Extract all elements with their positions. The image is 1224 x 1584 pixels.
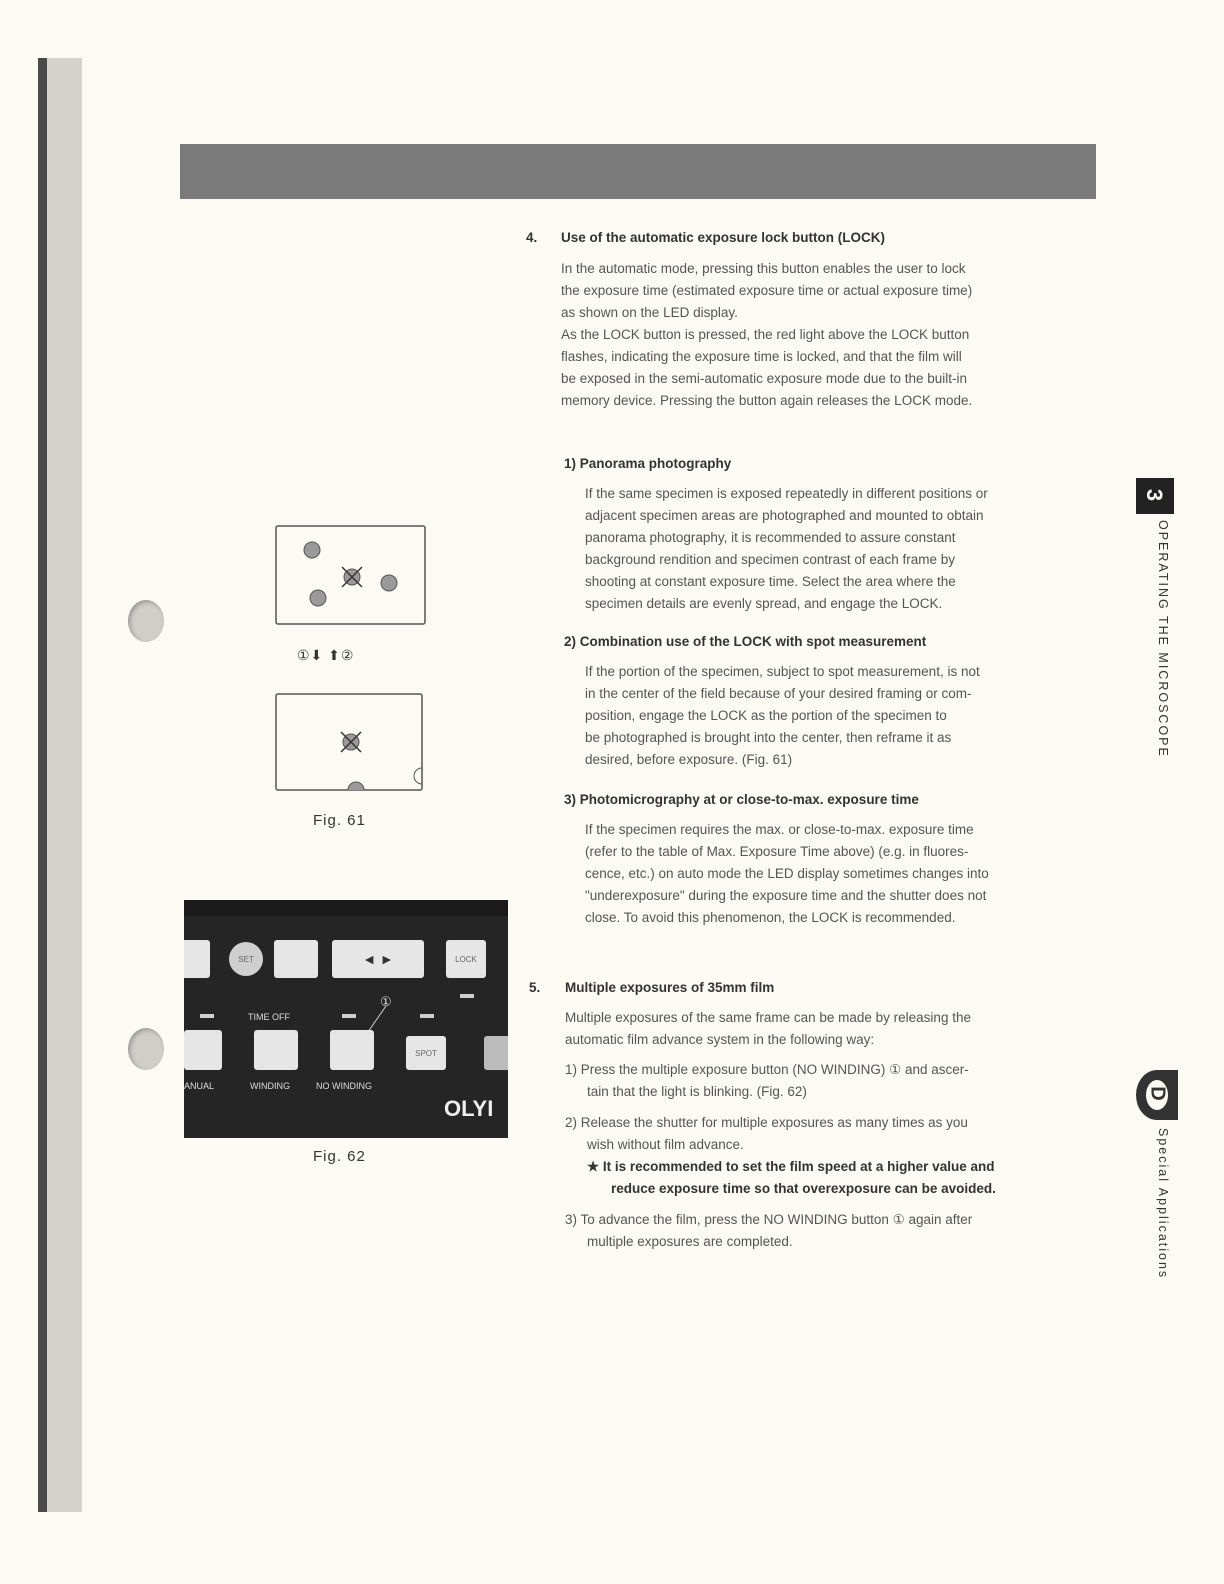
subsection-1-heading: 1) Panorama photography bbox=[564, 456, 732, 471]
text-line: tain that the light is blinking. (Fig. 62) bbox=[587, 1084, 807, 1099]
text-line: panorama photography, it is recommended to assure constant bbox=[585, 530, 956, 545]
subsection-2-heading: 2) Combination use of the LOCK with spot measurement bbox=[564, 634, 927, 649]
subsection-2-body bbox=[585, 661, 1105, 771]
text-line: If the portion of the specimen, subject to spot measurement, is not bbox=[585, 664, 980, 679]
section-5-intro bbox=[565, 1007, 1105, 1051]
punch-hole-upper bbox=[128, 600, 164, 642]
indicator-led bbox=[420, 1014, 434, 1018]
panel-button bbox=[274, 940, 318, 978]
brand-logo: OLYI bbox=[444, 1096, 494, 1121]
text-line: background rendition and specimen contrast of each frame by bbox=[585, 552, 955, 567]
chapter-number: 3 bbox=[1142, 488, 1168, 502]
text-line: the exposure time (estimated exposure time or actual exposure time) bbox=[561, 283, 973, 298]
text-line: 2) Release the shutter for multiple exposures as many times as you bbox=[565, 1115, 968, 1130]
binding-edge bbox=[38, 58, 47, 1512]
spot-button: SPOT bbox=[406, 1036, 446, 1070]
arrow-buttons: ◄ ► bbox=[332, 940, 424, 978]
header-bar bbox=[180, 144, 1096, 199]
lock-button: LOCK bbox=[446, 940, 486, 978]
section-5-heading: Multiple exposures of 35mm film bbox=[565, 980, 775, 995]
set-button: SET bbox=[229, 942, 263, 976]
text-line: close. To avoid this phenomenon, the LOCK is recommended. bbox=[585, 910, 956, 925]
step-1 bbox=[565, 1059, 1105, 1103]
panel-button bbox=[184, 940, 210, 978]
text-line: as shown on the LED display. bbox=[561, 305, 738, 320]
winding-button bbox=[254, 1030, 298, 1070]
text-line: "underexposure" during the exposure time and the shutter does not bbox=[585, 888, 987, 903]
text-line: shooting at constant exposure time. Select the area where the bbox=[585, 574, 956, 589]
crosshair-icon bbox=[341, 732, 361, 752]
text-line: memory device. Pressing the button again releases the LOCK mode. bbox=[561, 393, 973, 408]
fig-62-photo bbox=[184, 900, 508, 1138]
spot-circle bbox=[348, 782, 364, 790]
text-line: As the LOCK button is pressed, the red light above the LOCK button bbox=[561, 327, 970, 342]
text-line: In the automatic mode, pressing this button enables the user to lock bbox=[561, 261, 966, 276]
chapter-tab-3 bbox=[1136, 478, 1174, 514]
text-line: be exposed in the semi-automatic exposure mode due to the built-in bbox=[561, 371, 967, 386]
time-off-label: TIME OFF bbox=[248, 1012, 290, 1022]
text-line: If the same specimen is exposed repeatedly in different positions or bbox=[585, 486, 988, 501]
step-2 bbox=[565, 1112, 1105, 1156]
text-line: specimen details are evenly spread, and engage the LOCK. bbox=[585, 596, 943, 611]
text-line: be photographed is brought into the center, then reframe it as bbox=[585, 730, 952, 745]
text-line: in the center of the field because of your desired framing or com- bbox=[585, 686, 972, 701]
text-line: automatic film advance system in the following way: bbox=[565, 1032, 875, 1047]
punch-hole-lower bbox=[128, 1028, 164, 1070]
text-line: adjacent specimen areas are photographed and mounted to obtain bbox=[585, 508, 984, 523]
no-winding-label: NO WINDING bbox=[316, 1081, 372, 1091]
manual-button bbox=[184, 1030, 222, 1070]
section-4-number: 4. bbox=[526, 230, 538, 245]
text-line: position, engage the LOCK as the portion of the specimen to bbox=[585, 708, 947, 723]
section-title: Special Applications bbox=[1156, 1128, 1170, 1280]
text-line: desired, before exposure. (Fig. 61) bbox=[585, 752, 793, 767]
text-line: cence, etc.) on auto mode the LED display sometimes changes into bbox=[585, 866, 989, 881]
spot-circle bbox=[304, 542, 320, 558]
callout-number: ① bbox=[380, 994, 392, 1009]
fig-61-arrows: ①⬇ ⬆② bbox=[297, 647, 355, 663]
text-line: multiple exposures are completed. bbox=[587, 1234, 793, 1249]
text-line: reduce exposure time so that overexposure can be avoided. bbox=[611, 1181, 996, 1196]
text-line: 3) To advance the film, press the NO WINDING button ① again after bbox=[565, 1212, 973, 1227]
manual-label: ANUAL bbox=[184, 1081, 215, 1091]
subsection-3-heading: 3) Photomicrography at or close-to-max. exposure time bbox=[564, 792, 919, 807]
spot-circle bbox=[310, 590, 326, 606]
fig-61-label: Fig. 61 bbox=[313, 812, 366, 829]
spot-circle bbox=[381, 575, 397, 591]
subsection-3-body bbox=[585, 819, 1105, 929]
no-winding-button bbox=[330, 1030, 374, 1070]
crosshair-icon bbox=[342, 567, 362, 587]
subsection-1-body bbox=[585, 483, 1105, 615]
section-4-body bbox=[561, 258, 1101, 412]
text-line: 1) Press the multiple exposure button (NO WINDING) ① and ascer- bbox=[565, 1062, 969, 1077]
text-line: flashes, indicating the exposure time is locked, and that the film will bbox=[561, 349, 962, 364]
chapter-title: OPERATING THE MICROSCOPE bbox=[1156, 520, 1170, 758]
chapter-tab-d bbox=[1136, 1070, 1178, 1120]
text-line: If the specimen requires the max. or close-to-max. exposure time bbox=[585, 822, 974, 837]
section-5-number: 5. bbox=[529, 980, 541, 995]
step-3 bbox=[565, 1209, 1105, 1253]
winding-label: WINDING bbox=[250, 1081, 290, 1091]
spot-circle bbox=[414, 768, 422, 784]
recommendation-note bbox=[587, 1156, 1107, 1200]
text-line: Multiple exposures of the same frame can be made by releasing the bbox=[565, 1010, 971, 1025]
indicator-led bbox=[200, 1014, 214, 1018]
text-line: (refer to the table of Max. Exposure Time above) (e.g. in fluores- bbox=[585, 844, 969, 859]
text-line: wish without film advance. bbox=[587, 1137, 744, 1152]
fig-62-label: Fig. 62 bbox=[313, 1148, 366, 1165]
section-4-heading: Use of the automatic exposure lock button (LOCK) bbox=[561, 230, 886, 245]
panel-button bbox=[484, 1036, 508, 1070]
section-letter: D bbox=[1146, 1086, 1169, 1101]
text-line: ★ It is recommended to set the film speed at a higher value and bbox=[587, 1159, 995, 1174]
indicator-led bbox=[460, 994, 474, 998]
